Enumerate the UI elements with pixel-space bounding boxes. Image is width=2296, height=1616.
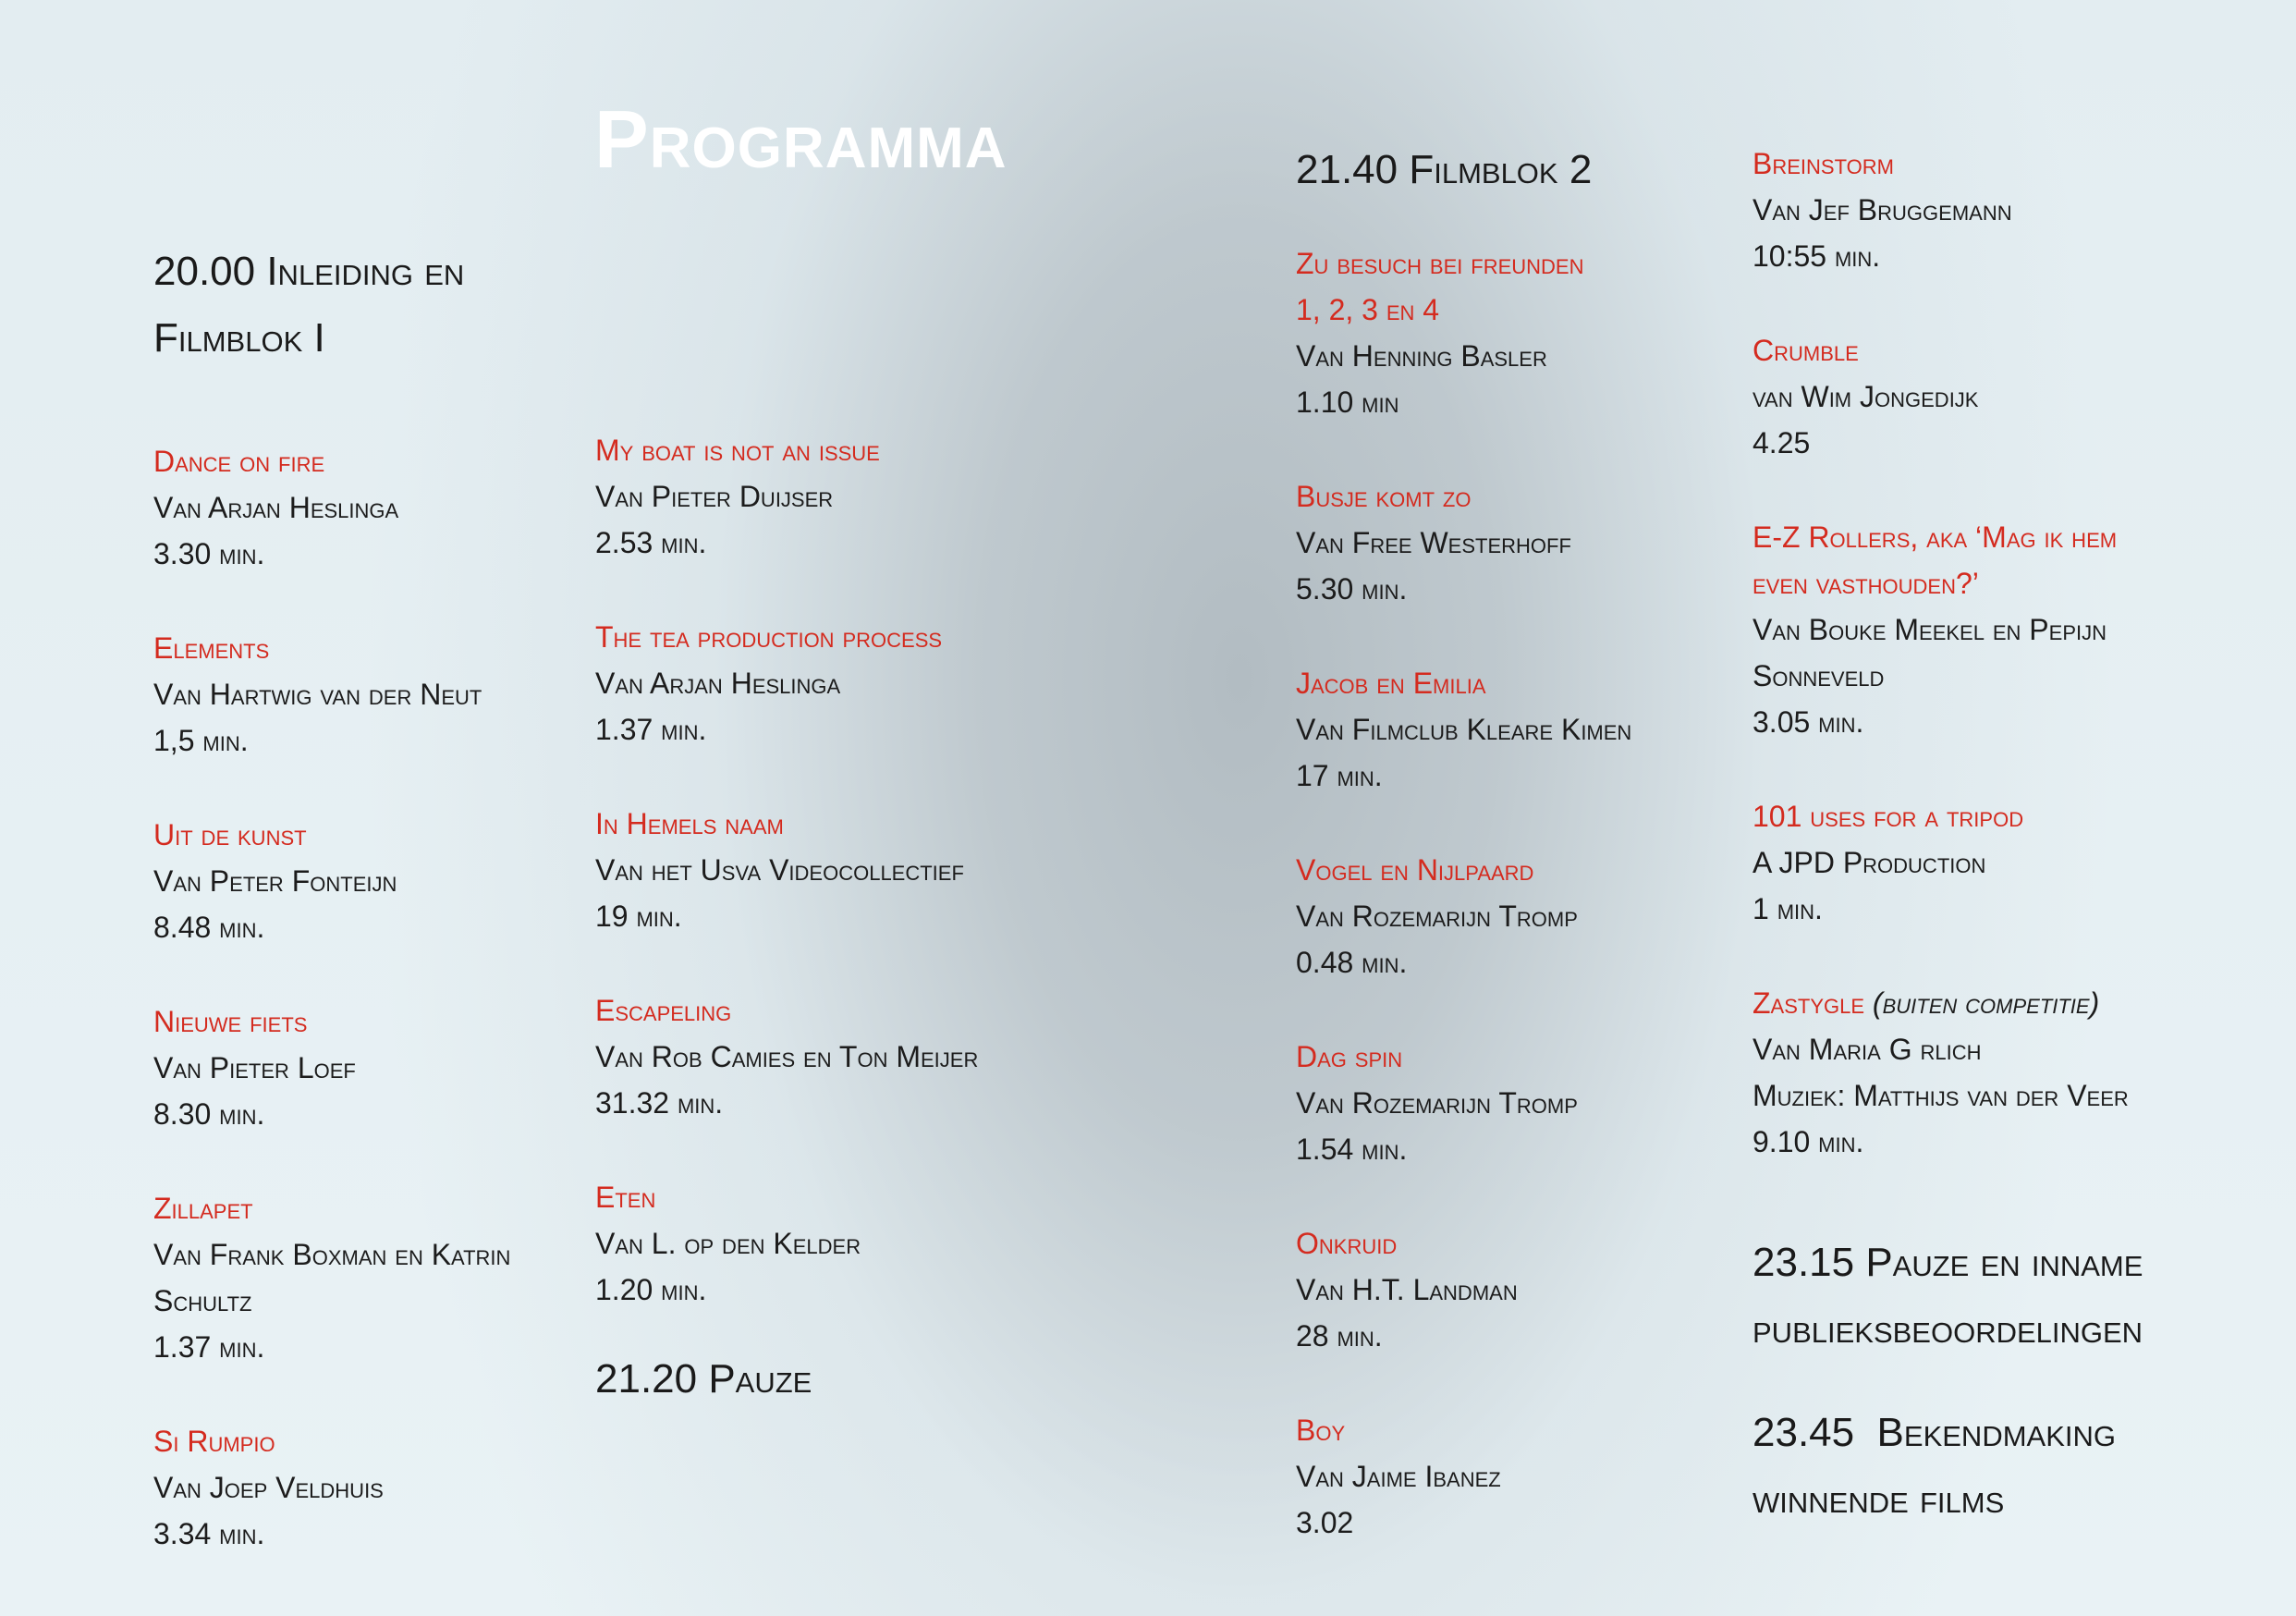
film-title-line-2: even vasthouden?’: [1753, 567, 1979, 600]
film-director: Van Rozemarijn Tromp: [1296, 1086, 1578, 1120]
film-title: Escapeling: [595, 994, 732, 1027]
film-title: Zu besuch bei freunden: [1296, 247, 1584, 280]
film-director: Van Rozemarijn Tromp: [1296, 900, 1578, 933]
film-title: Zillapet: [153, 1192, 253, 1225]
film-title: Busje komt zo: [1296, 480, 1472, 513]
film-director: Van Peter Fonteijn: [153, 864, 397, 898]
film-director: van Wim Jongedijk: [1753, 380, 1979, 413]
film-director: Van H.T. Landman: [1296, 1273, 1518, 1306]
film-duration: 1.10 min: [1296, 386, 1399, 419]
film-director: Van het Usva Videocollectief: [595, 853, 964, 887]
page-title: Programma: [594, 93, 1008, 185]
film-duration: 19 min.: [595, 900, 682, 933]
film-entry: [1753, 980, 2196, 1165]
column-4: [1753, 141, 2196, 1533]
film-director: Van Jef Bruggemann: [1753, 193, 2012, 226]
pause-heading: publieksbeoordelingen: [1753, 1306, 2143, 1352]
film-title: Crumble: [1753, 334, 1859, 367]
film-entry: [153, 998, 560, 1137]
film-title: Breinstorm: [1753, 147, 1894, 180]
film-title: Nieuwe fiets: [153, 1005, 308, 1038]
film-director: Van Rob Camies en Ton Meijer: [595, 1040, 979, 1073]
film-duration: 1.20 min.: [595, 1273, 707, 1306]
film-duration: 3.30 min.: [153, 537, 265, 570]
column-3: [1296, 137, 1684, 1594]
film-duration: 1 min.: [1753, 892, 1823, 925]
film-music: Muziek: Matthijs van der Veer: [1753, 1079, 2129, 1112]
film-title: Dance on fire: [153, 445, 325, 478]
film-duration: 1.37 min.: [595, 713, 707, 746]
film-director: Sonneveld: [1753, 659, 1885, 692]
film-duration: 0.48 min.: [1296, 946, 1408, 979]
film-title: Jacob en Emilia: [1296, 667, 1486, 700]
film-duration: 2.53 min.: [595, 526, 707, 559]
announcement-heading: winnende films: [1753, 1476, 2005, 1522]
film-director: Van Hartwig van der Neut: [153, 678, 482, 711]
pause-heading: 23.15 Pauze en inname: [1753, 1240, 2143, 1285]
film-entry: [595, 614, 1020, 753]
film-title: The tea production process: [595, 620, 943, 654]
film-title: Eten: [595, 1181, 656, 1214]
film-duration: 28 min.: [1296, 1319, 1383, 1353]
section-heading: 21.40 Filmblok 2: [1296, 147, 1593, 192]
film-entry: [153, 812, 560, 950]
film-duration: 5.30 min.: [1296, 572, 1408, 606]
film-entry: [1753, 141, 2196, 279]
section-heading: Filmblok I: [153, 315, 325, 361]
film-director: Van Henning Basler: [1296, 339, 1547, 373]
film-director: Van Maria G rlich: [1753, 1033, 1982, 1066]
column-1: [153, 239, 560, 1605]
film-director: Van L. op den Kelder: [595, 1227, 861, 1260]
column-2: [595, 427, 1020, 1413]
film-title: Elements: [153, 631, 270, 665]
film-title: Si Rumpio: [153, 1425, 275, 1458]
film-duration: 10:55 min.: [1753, 239, 1881, 273]
film-duration: 9.10 min.: [1753, 1125, 1864, 1158]
film-entry: [1296, 240, 1684, 425]
film-title: Dag spin: [1296, 1040, 1403, 1073]
film-title: Onkruid: [1296, 1227, 1398, 1260]
film-entry: [1296, 660, 1684, 799]
film-title: In Hemels naam: [595, 807, 784, 840]
film-director: Van Joep Veldhuis: [153, 1471, 384, 1504]
film-director: Schultz: [153, 1284, 252, 1317]
film-entry: [153, 1185, 560, 1370]
film-director: Van Arjan Heslinga: [595, 667, 841, 700]
film-note: (buiten competitie): [1872, 986, 2100, 1020]
film-title: My boat is not an issue: [595, 434, 880, 467]
film-title: Vogel en Nijlpaard: [1296, 853, 1534, 887]
film-title-line-2: 1, 2, 3 en 4: [1296, 293, 1440, 326]
film-entry: [595, 987, 1020, 1126]
film-duration: 4.25: [1753, 426, 1811, 459]
film-director: Van Frank Boxman en Katrin: [153, 1238, 511, 1271]
film-entry: [153, 1418, 560, 1557]
film-entry: [1296, 1407, 1684, 1546]
film-title: 101 uses for a tripod: [1753, 800, 2024, 833]
film-duration: 3.34 min.: [153, 1517, 265, 1550]
film-duration: 1.54 min.: [1296, 1132, 1408, 1166]
film-title: Boy: [1296, 1414, 1346, 1447]
film-entry: [1296, 1034, 1684, 1172]
film-duration: 8.48 min.: [153, 911, 265, 944]
film-entry: [1753, 514, 2196, 745]
film-duration: 17 min.: [1296, 759, 1383, 792]
film-director: Van Bouke Meekel en Pepijn: [1753, 613, 2107, 646]
film-entry: [1753, 327, 2196, 466]
pause-heading: 21.20 Pauze: [595, 1356, 812, 1402]
film-entry: [153, 625, 560, 764]
film-director: Van Pieter Loef: [153, 1051, 356, 1084]
film-duration: 31.32 min.: [595, 1086, 724, 1120]
film-entry: [1296, 847, 1684, 986]
film-entry: [595, 427, 1020, 566]
film-duration: 3.02: [1296, 1506, 1354, 1539]
film-title-text: Zastygle: [1753, 986, 1865, 1020]
film-title: E-Z Rollers, aka ‘Mag ik hem: [1753, 520, 2118, 554]
film-entry: [595, 1174, 1020, 1313]
film-entry: [595, 801, 1020, 939]
film-director: Van Free Westerhoff: [1296, 526, 1571, 559]
film-director: Van Jaime Ibanez: [1296, 1460, 1501, 1493]
film-entry: [153, 438, 560, 577]
film-duration: 1,5 min.: [153, 724, 249, 757]
film-entry: [1753, 793, 2196, 932]
film-entry: [1296, 1220, 1684, 1359]
film-entry: [1296, 473, 1684, 612]
film-duration: 8.30 min.: [153, 1097, 265, 1131]
film-duration: 1.37 min.: [153, 1330, 265, 1364]
film-director: Van Arjan Heslinga: [153, 491, 399, 524]
film-title: [1753, 980, 2196, 1026]
film-title: Uit de kunst: [153, 818, 307, 851]
film-director: Van Pieter Duijser: [595, 480, 834, 513]
film-director: A JPD Production: [1753, 846, 1986, 879]
film-director: Van Filmclub Kleare Kimen: [1296, 713, 1632, 746]
announcement-heading: 23.45 Bekendmaking: [1753, 1410, 2116, 1455]
section-heading: 20.00 Inleiding en: [153, 249, 465, 294]
film-duration: 3.05 min.: [1753, 705, 1864, 739]
